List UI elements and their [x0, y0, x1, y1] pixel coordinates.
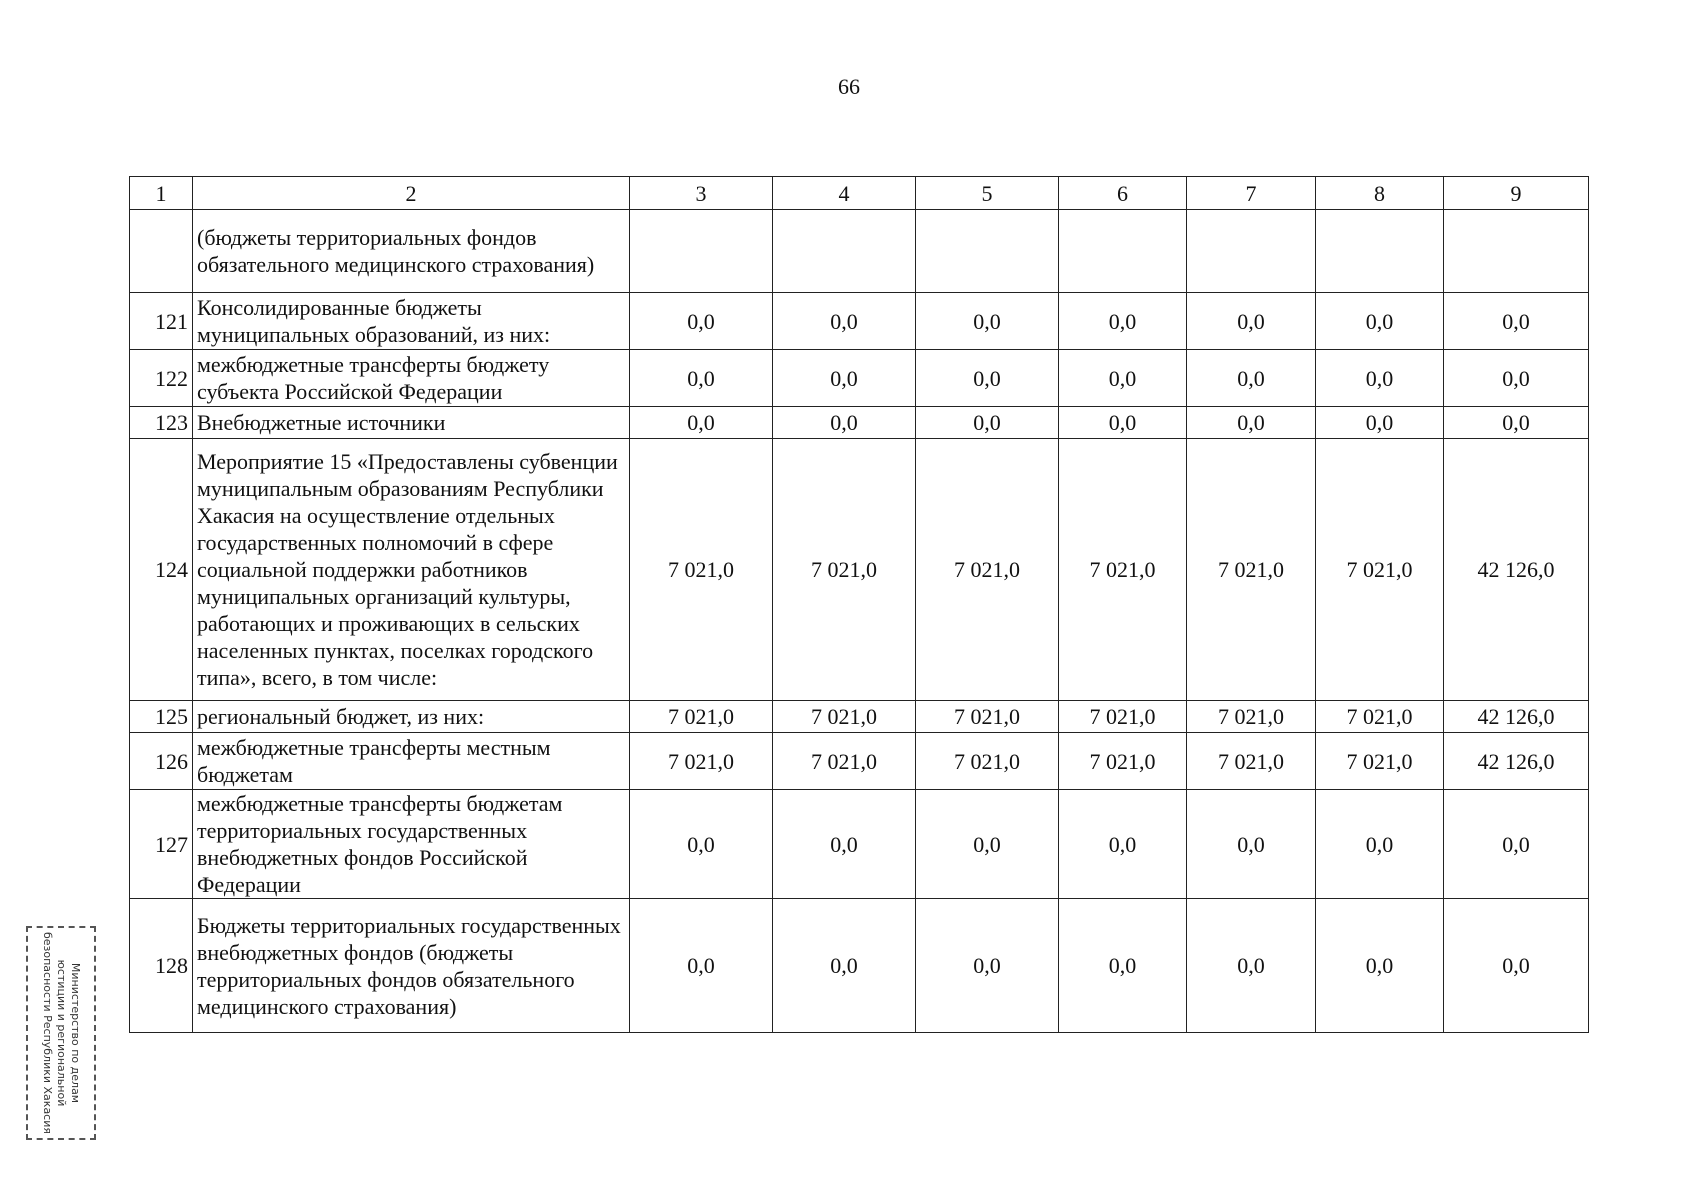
value-cell: 0,0 [1444, 899, 1589, 1033]
value-cell [1316, 210, 1444, 293]
value-cell: 0,0 [916, 350, 1059, 407]
value-cell: 0,0 [916, 899, 1059, 1033]
column-header: 1 [130, 177, 193, 210]
value-cell: 0,0 [1316, 350, 1444, 407]
value-cell: 42 126,0 [1444, 733, 1589, 790]
value-cell: 7 021,0 [1316, 733, 1444, 790]
table-row [130, 790, 1589, 899]
value-cell: 7 021,0 [773, 439, 916, 701]
row-description: Консолидированные бюджеты муниципальных образований, из них: [193, 293, 630, 350]
row-description: Внебюджетные источники [193, 407, 630, 439]
stamp-line: Министерство по делам [69, 962, 82, 1104]
row-description: региональный бюджет, из них: [193, 701, 630, 733]
value-cell [1444, 210, 1589, 293]
value-cell: 7 021,0 [916, 733, 1059, 790]
value-cell: 7 021,0 [1059, 439, 1187, 701]
column-header: 3 [630, 177, 773, 210]
value-cell: 0,0 [1059, 407, 1187, 439]
value-cell: 7 021,0 [773, 701, 916, 733]
row-number: 122 [130, 350, 193, 407]
column-header: 5 [916, 177, 1059, 210]
registration-stamp [26, 926, 96, 1140]
value-cell: 7 021,0 [773, 733, 916, 790]
column-header: 2 [193, 177, 630, 210]
row-number: 124 [130, 439, 193, 701]
value-cell: 0,0 [630, 407, 773, 439]
value-cell: 0,0 [773, 293, 916, 350]
row-description: межбюджетные трансферты бюджету субъекта Российской Федерации [193, 350, 630, 407]
row-description: межбюджетные трансферты местным бюджетам [193, 733, 630, 790]
column-header: 8 [1316, 177, 1444, 210]
value-cell: 0,0 [1059, 899, 1187, 1033]
value-cell: 0,0 [1187, 899, 1316, 1033]
value-cell: 7 021,0 [1187, 733, 1316, 790]
value-cell: 0,0 [1187, 790, 1316, 899]
table-row [130, 407, 1589, 439]
value-cell: 0,0 [1187, 407, 1316, 439]
value-cell: 7 021,0 [1059, 701, 1187, 733]
value-cell: 0,0 [630, 293, 773, 350]
value-cell: 0,0 [773, 790, 916, 899]
table-header-row [130, 177, 1589, 210]
value-cell: 0,0 [1316, 293, 1444, 350]
value-cell: 0,0 [773, 350, 916, 407]
value-cell: 7 021,0 [916, 439, 1059, 701]
table-row [130, 701, 1589, 733]
value-cell: 0,0 [773, 407, 916, 439]
column-header: 6 [1059, 177, 1187, 210]
table-row [130, 350, 1589, 407]
value-cell: 0,0 [1316, 407, 1444, 439]
value-cell [1059, 210, 1187, 293]
row-number: 126 [130, 733, 193, 790]
row-number: 125 [130, 701, 193, 733]
value-cell: 0,0 [630, 790, 773, 899]
value-cell: 0,0 [916, 790, 1059, 899]
row-number [130, 210, 193, 293]
budget-table [129, 176, 1589, 1033]
value-cell: 7 021,0 [1316, 439, 1444, 701]
stamp-line: юстиции и региональной [55, 959, 68, 1107]
value-cell: 0,0 [1316, 899, 1444, 1033]
value-cell: 0,0 [1444, 407, 1589, 439]
value-cell: 0,0 [1187, 293, 1316, 350]
table-row [130, 899, 1589, 1033]
value-cell: 7 021,0 [916, 701, 1059, 733]
value-cell: 7 021,0 [1187, 701, 1316, 733]
row-number: 128 [130, 899, 193, 1033]
value-cell: 0,0 [1059, 350, 1187, 407]
value-cell: 0,0 [630, 899, 773, 1033]
value-cell: 7 021,0 [1316, 701, 1444, 733]
value-cell: 0,0 [630, 350, 773, 407]
value-cell: 0,0 [1444, 790, 1589, 899]
column-header: 4 [773, 177, 916, 210]
value-cell: 42 126,0 [1444, 439, 1589, 701]
row-number: 123 [130, 407, 193, 439]
value-cell: 7 021,0 [630, 439, 773, 701]
page-number: 66 [838, 74, 860, 99]
table-row [130, 293, 1589, 350]
value-cell [773, 210, 916, 293]
value-cell: 0,0 [1316, 790, 1444, 899]
column-header: 7 [1187, 177, 1316, 210]
value-cell: 0,0 [916, 293, 1059, 350]
value-cell: 7 021,0 [1059, 733, 1187, 790]
value-cell [630, 210, 773, 293]
value-cell: 0,0 [1444, 350, 1589, 407]
value-cell [916, 210, 1059, 293]
row-description: Бюджеты территориальных государственных внебюджетных фондов (бюджеты территориальных фондов обязательного медицинского страхования) [193, 899, 630, 1033]
value-cell: 0,0 [916, 407, 1059, 439]
value-cell: 0,0 [1187, 350, 1316, 407]
row-number: 127 [130, 790, 193, 899]
value-cell: 0,0 [1059, 293, 1187, 350]
table-row [130, 210, 1589, 293]
value-cell: 7 021,0 [630, 733, 773, 790]
value-cell: 7 021,0 [630, 701, 773, 733]
stamp-line: безопасности Республики Хакасия [41, 931, 54, 1134]
stamp-text [40, 928, 82, 1138]
value-cell: 0,0 [1444, 293, 1589, 350]
value-cell [1187, 210, 1316, 293]
value-cell: 42 126,0 [1444, 701, 1589, 733]
table-row [130, 439, 1589, 701]
value-cell: 7 021,0 [1187, 439, 1316, 701]
row-number: 121 [130, 293, 193, 350]
row-description: Мероприятие 15 «Предоставлены субвенции муниципальным образованиям Республики Хакасия на осуществление отдельных государственных полномочий в сфере социальной поддержки работников муниципальных организаций культуры, работающих и проживающих в сельских населенных пунктах, поселках городского типа», всего, в том числе: [193, 439, 630, 701]
table-row [130, 733, 1589, 790]
value-cell: 0,0 [1059, 790, 1187, 899]
row-description: межбюджетные трансферты бюджетам территориальных государственных внебюджетных фондов Российской Федерации [193, 790, 630, 899]
column-header: 9 [1444, 177, 1589, 210]
row-description: (бюджеты территориальных фондов обязательного медицинского страхования) [193, 210, 630, 293]
value-cell: 0,0 [773, 899, 916, 1033]
